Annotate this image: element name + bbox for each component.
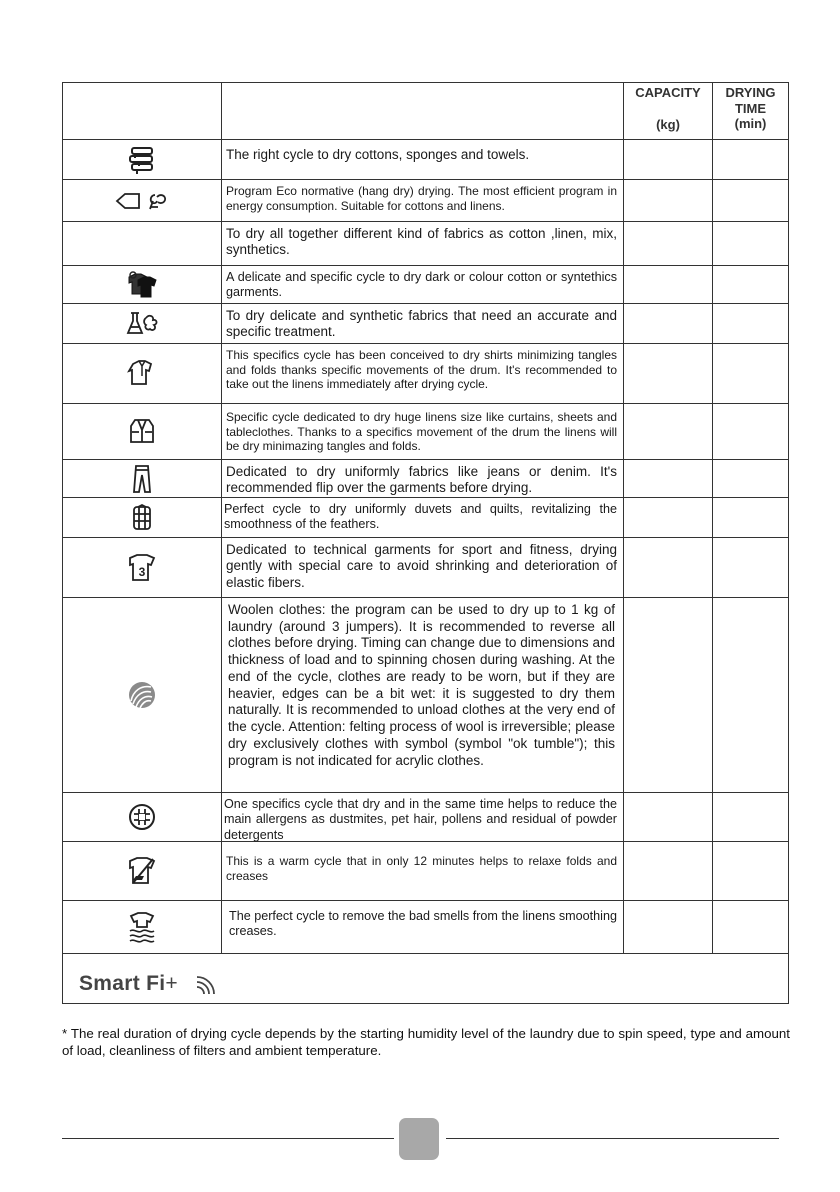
header-drying-unit: (min) [734, 116, 767, 132]
delicates-flask-icon [119, 308, 165, 340]
row-description: This specifics cycle has been conceived to dry shirts minimizing tangles and folds thanks specific movements of the drum. It's recommended to take out the linens immediately after drying cycle. [226, 348, 617, 392]
page-number-tab [399, 1118, 439, 1160]
table-row [63, 266, 788, 304]
row-drying-time [713, 140, 788, 179]
row-description: To dry delicate and synthetic fabrics that need an accurate and specific treatment. [226, 308, 617, 340]
row-description: This is a warm cycle that in only 12 minutes helps to relaxe folds and creases [226, 854, 617, 883]
smart-fi-plus: + [165, 972, 178, 995]
row-drying-time [713, 538, 788, 597]
row-drying-time [713, 180, 788, 221]
row-icon-empty [63, 222, 222, 265]
row-description: The perfect cycle to remove the bad smells from the linens smoothing creases. [229, 909, 617, 939]
row-description: To dry all together different kind of fabrics as cotton ,linen, mix, synthetics. [226, 226, 617, 258]
row-description: A delicate and specific cycle to dry dark or colour cotton or syntethics garments. [226, 270, 617, 300]
row-description: Dedicated to dry uniformly fabrics like jeans or denim. It's recommended flip over the garments before drying. [226, 464, 617, 496]
row-capacity [624, 180, 713, 221]
header-drying-subtitle: TIME [734, 100, 767, 116]
allergy-care-icon [119, 799, 165, 835]
row-description: Woolen clothes: the program can be used to dry up to 1 kg of laundry (around 3 jumpers). It is recommended to reverse all clothes before drying. Timing can change due to dimensions and thickness of load and to spinning chosen during washing. At the end of the cycle, clothes are ready to be worn, but if they are heavier, edges can be a bit wet: it is suggested to dry them naturally. It is recommended to unload clothes at the very end of the cycle. Attention: felting process of wool is irreversible; please dry exclusively clothes with symbol (symbol "ok tumble"); this program is not indicated for acrylic clothes. [228, 602, 615, 768]
curtains-bathrobe-icon [119, 414, 165, 450]
row-drying-time [713, 460, 788, 497]
table-row [63, 304, 788, 344]
shirt-icon [119, 358, 165, 390]
row-description: One specifics cycle that dry and in the same time helps to reduce the main allergens as dustmites, pet hair, pollens and residual of powder detergents [224, 797, 617, 842]
table-row [63, 598, 788, 793]
row-capacity [624, 460, 713, 497]
row-capacity [624, 842, 713, 900]
row-drying-time [713, 498, 788, 537]
row-capacity [624, 344, 713, 403]
row-drying-time [713, 793, 788, 841]
footnote: * The real duration of drying cycle depends by the starting humidity level of the laundry due to spin speed, type and amount of load, cleanliness of filters and ambient temperature. [62, 1026, 790, 1059]
row-drying-time [713, 344, 788, 403]
table-row [63, 404, 788, 460]
header-capacity-unit: (kg) [656, 116, 680, 132]
duvet-jacket-icon [119, 502, 165, 534]
table-row [63, 842, 788, 901]
row-drying-time [713, 842, 788, 900]
row-drying-time [713, 266, 788, 303]
dark-colour-garments-icon [119, 269, 165, 301]
row-drying-time [713, 404, 788, 459]
row-drying-time [713, 901, 788, 953]
refresh-shirt-icon [119, 908, 165, 946]
row-capacity [624, 793, 713, 841]
header-capacity-title: CAPACITY [635, 85, 701, 100]
row-description: The right cycle to dry cottons, sponges and towels. [226, 147, 530, 162]
smart-fi-row [63, 954, 788, 1003]
row-capacity [624, 266, 713, 303]
header-icon-cell [63, 83, 222, 139]
row-description: Program Eco normative (hang dry) drying. The most efficient program in energy consumption. Suitable for cottons and linens. [226, 184, 617, 213]
jeans-icon [119, 463, 165, 495]
header-description-cell [222, 83, 624, 139]
wool-ball-icon [119, 675, 165, 715]
row-drying-time [713, 304, 788, 343]
programs-table [62, 82, 789, 1004]
svg-text:3: 3 [138, 564, 146, 579]
table-row [63, 538, 788, 598]
row-description: Specific cycle dedicated to dry huge linens size like curtains, sheets and tableclothes. Thanks to a specifics movement of the drum the linens will be dry minimazing tangles and folds. [226, 410, 617, 454]
smart-fi-label: Smart Fi [79, 972, 166, 995]
row-drying-time [713, 222, 788, 265]
row-capacity [624, 901, 713, 953]
wifi-signal-icon [195, 974, 217, 996]
row-description: Perfect cycle to dry uniformly duvets and quilts, revitalizing the smoothness of the feathers. [224, 502, 617, 532]
eco-hang-dry-icon [109, 189, 175, 213]
row-capacity [624, 222, 713, 265]
smart-fi-logo [79, 972, 178, 996]
header-drying-title: DRYING [725, 85, 776, 100]
row-capacity [624, 598, 713, 792]
table-row [63, 498, 788, 538]
row-drying-time [713, 598, 788, 792]
table-row [63, 140, 788, 180]
header-drying-time [713, 83, 788, 139]
header-capacity [624, 83, 713, 139]
table-row [63, 793, 788, 842]
row-capacity [624, 538, 713, 597]
sport-shirt-3-icon [119, 551, 165, 585]
table-header-row [63, 83, 788, 140]
towels-stack-icon [119, 144, 165, 176]
table-row [63, 344, 788, 404]
footer-rule-left [62, 1138, 394, 1139]
row-capacity [624, 140, 713, 179]
table-row [63, 460, 788, 498]
row-capacity [624, 498, 713, 537]
row-capacity [624, 404, 713, 459]
row-description: Dedicated to technical garments for sport and fitness, drying gently with special care to avoid shrinking and deterioration of elastic fibers. [226, 542, 617, 590]
row-capacity [624, 304, 713, 343]
table-row [63, 180, 788, 222]
table-row [63, 222, 788, 266]
no-iron-shirt-icon [119, 852, 165, 890]
footer-rule-right [446, 1138, 779, 1139]
table-row [63, 901, 788, 954]
